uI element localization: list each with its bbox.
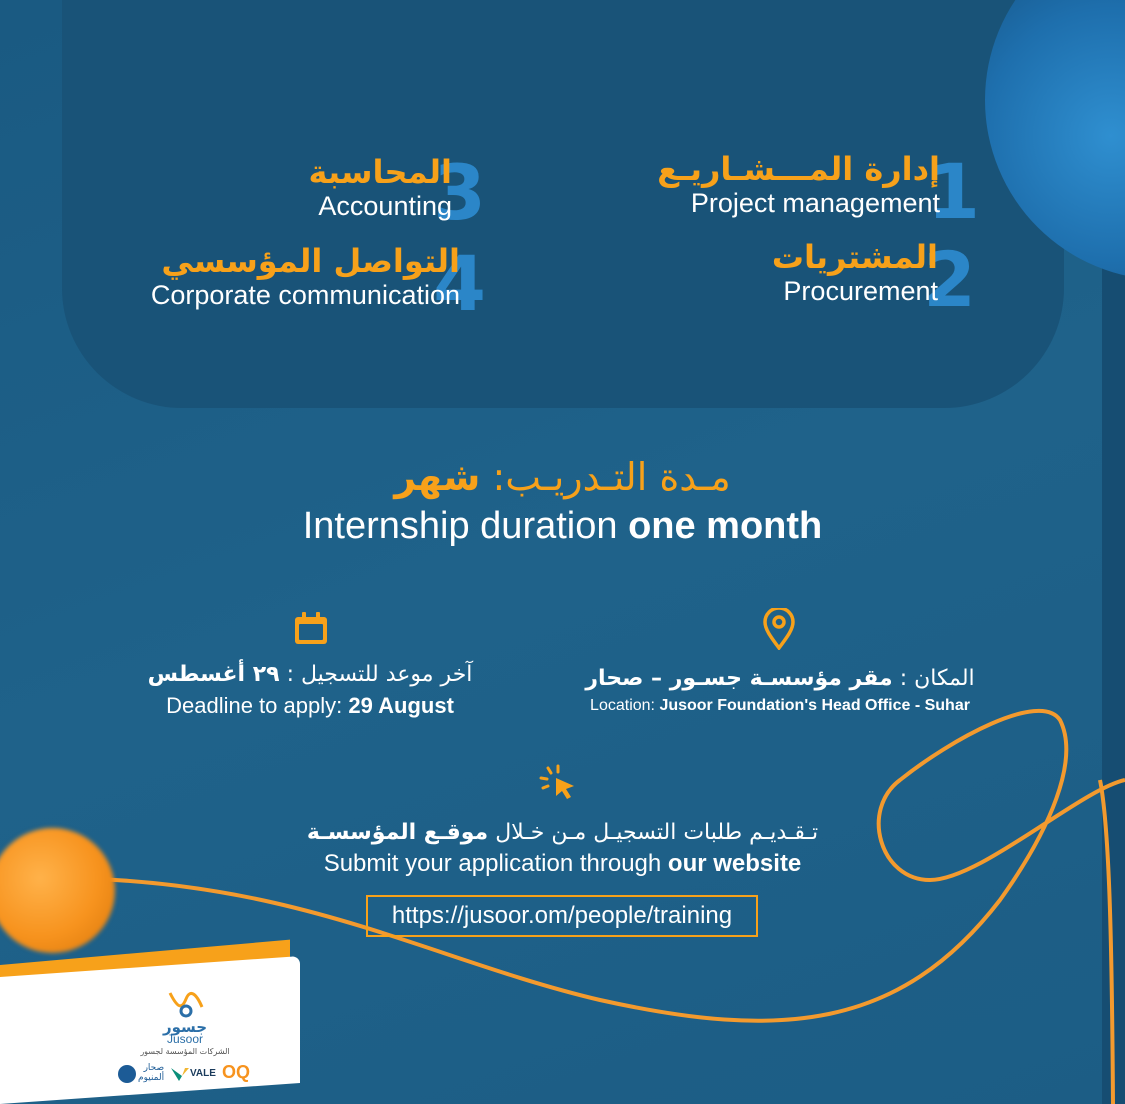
vale-logo-icon [170,1066,190,1082]
department-item-1 [600,147,980,236]
sohar-aluminium-logo-icon [118,1065,136,1083]
location-en-label: Location: [590,697,655,714]
item-ar-label: المشتريات [771,238,938,276]
location-pin-icon [762,608,796,650]
item-ar-label: إدارة المـــشـاريـع [657,150,940,188]
jusoor-logo-ar: جسور [162,1018,208,1036]
location-en-value: Jusoor Foundation's Head Office - Suhar [659,697,970,714]
calendar-icon [293,612,329,646]
sohar-logo-ar: صحار [143,1063,165,1073]
submit-en-value: our website [667,850,802,877]
location-ar-value: مقر مؤسسـة جسـور – صحار [585,666,893,691]
location-ar [560,666,1000,691]
deadline-en [120,693,500,719]
deadline-en-label: Deadline to apply: [166,693,343,718]
jusoor-logo-icon [164,989,208,1019]
duration-ar-label: مـدة التـدريـب: [492,455,731,499]
vale-logo-text: VALE [190,1068,216,1079]
duration-en [0,505,1125,548]
item-ar-label: التواصل المؤسسي [161,242,460,280]
sohar-logo-text [138,1064,164,1084]
location-block [560,666,1000,715]
deadline-ar-label: آخر موعد للتسجيل : [286,662,473,687]
oq-logo-text: OQ [222,1062,251,1082]
deadline-en-value: 29 August [348,693,454,718]
duration-en-label: Internship duration [302,505,618,547]
duration-ar-value: شهر [394,455,481,499]
item-en-label: Project management [690,188,940,219]
department-item-2 [600,235,976,324]
location-en [560,697,1000,715]
deadline-block [120,662,500,719]
logo-tagline: الشركات المؤسسة لجسور [140,1047,230,1056]
sponsor-logos-card [0,965,300,1104]
item-number: 2 [923,235,976,324]
deadline-ar [120,662,500,687]
item-number: 4 [433,239,486,328]
submit-ar [0,820,1125,845]
submit-en [0,850,1125,878]
submit-en-label: Submit your application through [323,850,662,877]
cursor-click-icon [538,764,580,804]
item-number: 1 [927,147,980,236]
website-link[interactable]: https://jusoor.om/people/training [366,895,758,937]
sohar-logo-ar2: ألمنيوم [138,1072,165,1083]
submit-ar-label: تـقـديـم طلبات التسجيـل مـن خـلال [495,820,819,845]
item-en-label: Corporate communication [150,280,460,311]
duration-ar [0,455,1125,499]
item-ar-label: المحاسبة [308,153,452,191]
item-number: 3 [433,148,486,237]
item-en-label: Procurement [783,276,938,307]
department-item-4 [140,239,486,328]
location-ar-label: المكان : [899,666,975,691]
jusoor-logo-en: Jusoor [166,1032,204,1046]
deadline-ar-value: ٢٩ أغسطس [147,662,280,687]
department-item-3 [160,148,486,237]
submit-ar-value: موقـع المؤسسـة [306,820,489,845]
duration-en-value: one month [628,505,823,547]
item-en-label: Accounting [318,191,452,222]
